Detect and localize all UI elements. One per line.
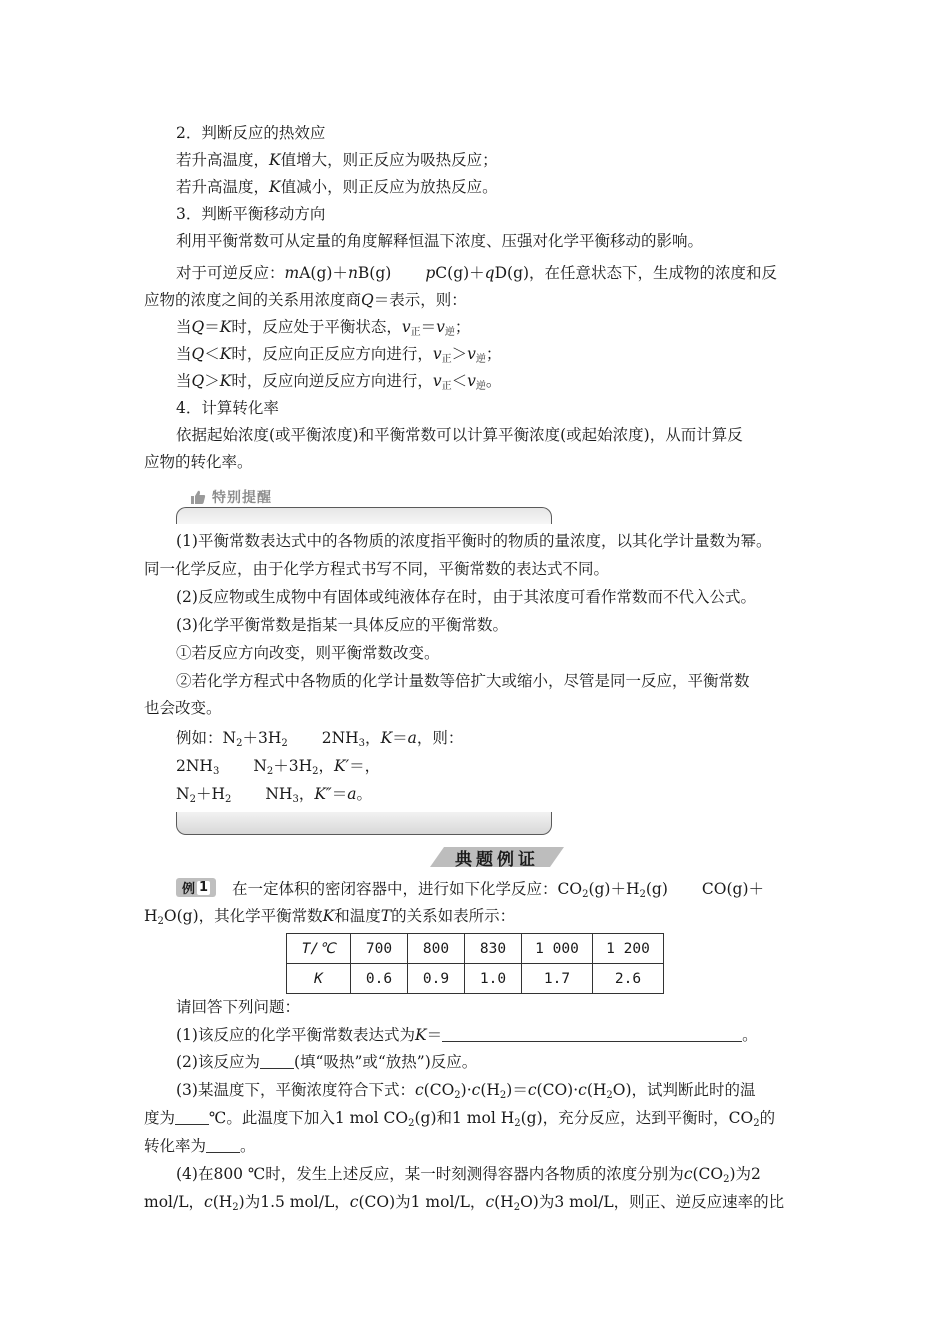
section-banner-title: 典题例证: [455, 850, 539, 870]
case-line-gt: 当Q＞K时，反应向逆反应方向进行，$v_正<v_逆$。: [176, 372, 502, 392]
answer-blank[interactable]: [175, 1110, 209, 1125]
reaction-line: 对于可逆反应：mA(g)＋nB(g) pC(g)＋qD(g)，在任意状态下，生成物的浓度和反: [176, 264, 778, 282]
table-cell: 800: [408, 934, 465, 964]
equation-line: $2NH_3$ $N_2+3H_2$，K′＝，: [176, 757, 381, 777]
table-row: [287, 964, 664, 994]
answer-blank[interactable]: [260, 1054, 294, 1069]
table-cell: 2.6: [593, 964, 664, 994]
note-text: (3)化学平衡常数是指某一具体反应的平衡常数。: [176, 616, 508, 634]
equation-line: 例如：$N_2+3H_2$ $2NH_3$，K＝a，则：: [176, 729, 464, 749]
note-header: [190, 486, 272, 508]
table-cell: T/℃: [287, 934, 351, 964]
table-cell: 1 000: [522, 934, 593, 964]
table-row: [287, 934, 664, 964]
table-cell: 1 200: [593, 934, 664, 964]
note-text: ①若反应方向改变，则平衡常数改变。: [176, 644, 440, 662]
k-temperature-table: [286, 933, 664, 994]
example-text: 在一定体积的密闭容器中，进行如下化学反应：$CO_2(g)+H_2(g)$ CO(g)＋: [232, 880, 764, 900]
question-3-cont: 度为 ℃。此温度下加入1 mol $CO_2(g)$和1 mol $H_2(g)$，充分反应，达到平衡时，$CO_2$的: [144, 1109, 776, 1129]
note-frame-bottom: [176, 812, 552, 835]
text-line: 依据起始浓度(或平衡浓度)和平衡常数可以计算平衡浓度(或起始浓度)，从而计算反: [176, 426, 743, 444]
note-text: (1)平衡常数表达式中的各物质的浓度指平衡时的物质的量浓度，以其化学计量数为幂。: [176, 532, 772, 550]
table-cell: 1.7: [522, 964, 593, 994]
table-cell: 0.9: [408, 964, 465, 994]
note-text: 同一化学反应，由于化学方程式书写不同，平衡常数的表达式不同。: [144, 560, 610, 578]
case-line-lt: 当Q＜K时，反应向正反应方向进行，$v_正>v_逆$；: [176, 345, 502, 365]
table-cell: K: [287, 964, 351, 994]
question-3-cont: 转化率为 。: [144, 1137, 256, 1155]
table-cell: 700: [351, 934, 408, 964]
heading-4: 4．计算转化率: [176, 399, 279, 417]
note-text: ②若化学方程式中各物质的化学计量数等倍扩大或缩小，尽管是同一反应，平衡常数: [176, 672, 750, 690]
note-title: 特别提醒: [212, 490, 272, 506]
question-4: (4)在800 ℃时，发生上述反应，某一时刻测得容器内各物质的浓度分别为$c(CO_2)$为2: [176, 1165, 761, 1185]
note-text: 也会改变。: [144, 699, 222, 717]
case-line-eq: 当Q＝K时，反应处于平衡状态，$v_正=v_逆$；: [176, 318, 471, 338]
equation-line: $N_2+H_2$ $NH_3$，K″＝a。: [176, 785, 372, 805]
text-line: 利用平衡常数可从定量的角度解释恒温下浓度、压强对化学平衡移动的影响。: [176, 232, 704, 250]
table-cell: 830: [465, 934, 522, 964]
question-3: (3)某温度下，平衡浓度符合下式：$c(CO_2)\cdot c(H_2)=c(CO)\cdot c(H_2O)$，试判断此时的温: [176, 1081, 756, 1101]
heading-2: 2．判断反应的热效应: [176, 124, 326, 142]
question-1: (1)该反应的化学平衡常数表达式为K＝ 。: [176, 1026, 758, 1044]
note-frame-top: [176, 507, 552, 524]
thumbs-up-icon: [190, 489, 206, 505]
text-line: 应物的转化率。: [144, 453, 253, 471]
answer-blank[interactable]: [206, 1138, 240, 1153]
question-intro: 请回答下列问题：: [176, 998, 301, 1016]
table-cell: 0.6: [351, 964, 408, 994]
table-cell: 1.0: [465, 964, 522, 994]
text-line: 应物的浓度之间的关系用浓度商Q＝表示，则：: [144, 291, 467, 309]
example-tag: 例 1: [176, 878, 216, 897]
text-line: 若升高温度，K值减小，则正反应为放热反应。: [176, 178, 498, 196]
question-2: (2)该反应为 (填“吸热”或“放热”)反应。: [176, 1053, 478, 1071]
heading-3: 3．判断平衡移动方向: [176, 205, 326, 223]
answer-blank[interactable]: [442, 1027, 742, 1042]
question-4-cont: mol/L，$c(H_2)$为1.5 mol/L，c(CO)为1 mol/L，$c(H_2O)$为3 mol/L，则正、逆反应速率的比: [144, 1193, 785, 1213]
note-text: (2)反应物或生成物中有固体或纯液体存在时，由于其浓度可看作常数而不代入公式。: [176, 588, 756, 606]
text-line: 若升高温度，K值增大，则正反应为吸热反应；: [176, 151, 498, 169]
example-text: $H_2O(g)$，其化学平衡常数K和温度T的关系如表所示：: [144, 907, 516, 927]
